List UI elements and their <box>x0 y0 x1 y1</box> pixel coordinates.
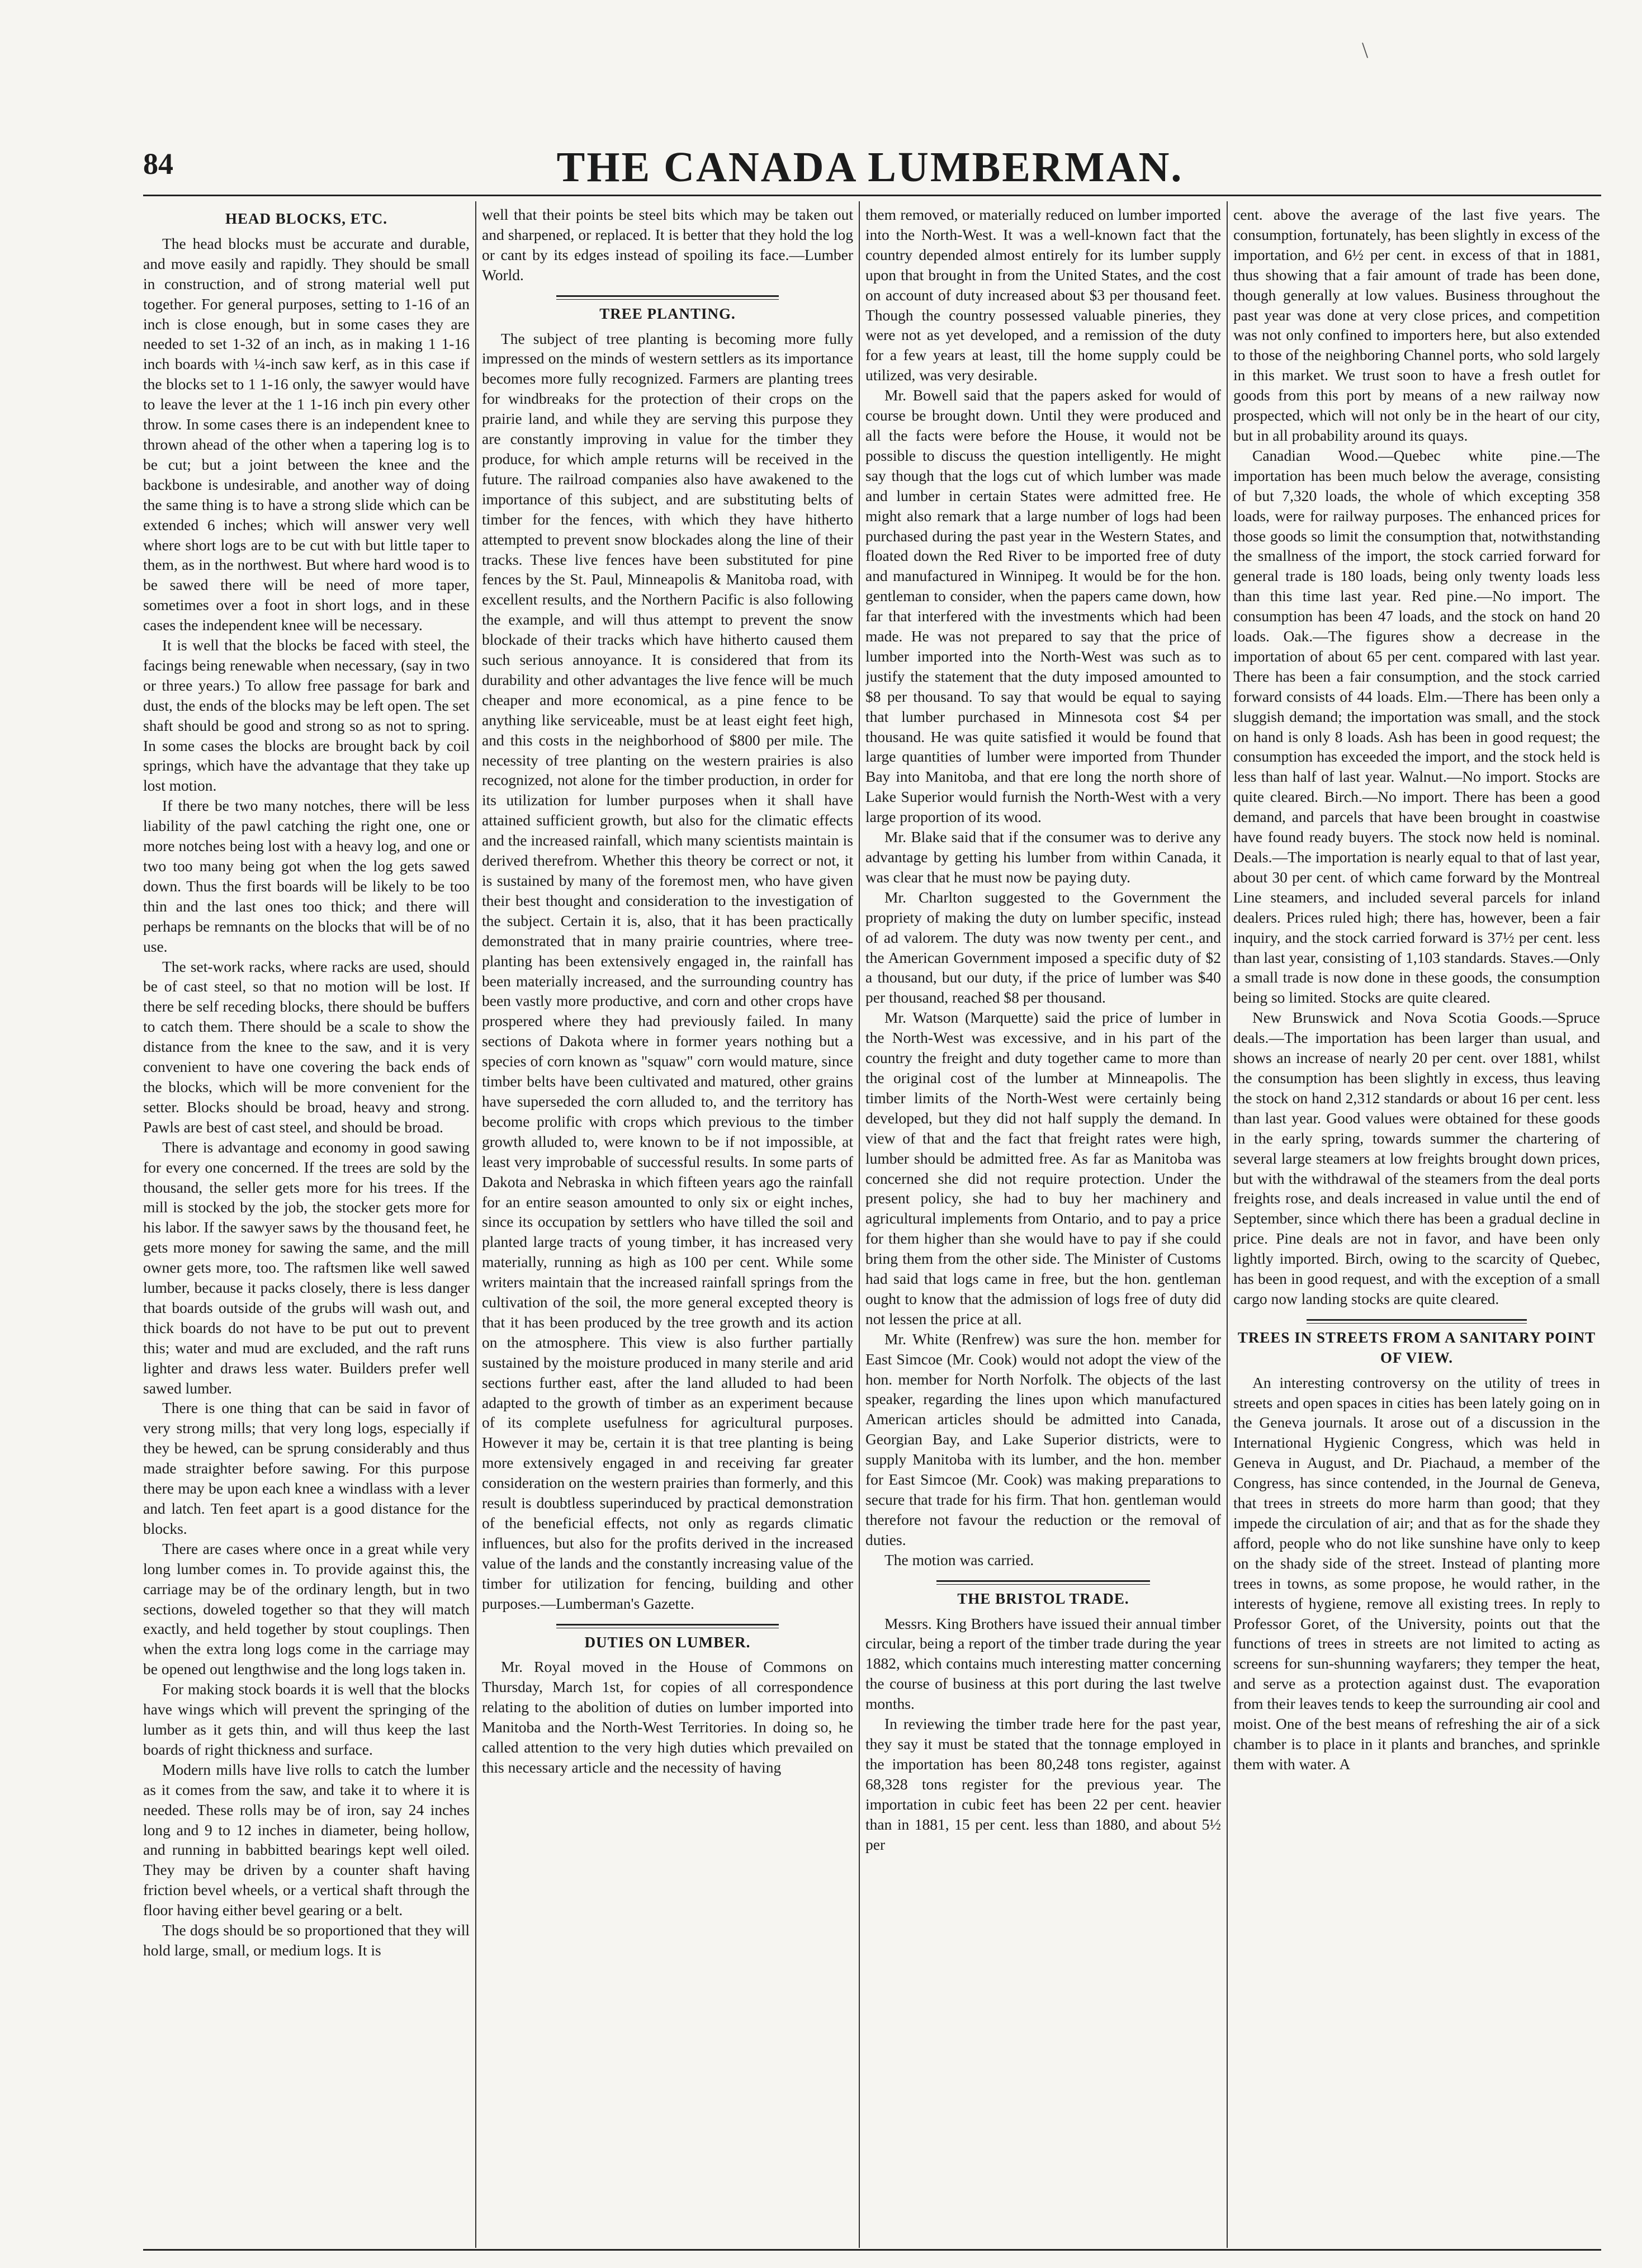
article-paragraph: It is well that the blocks be faced with steel, the facings being renewable when necessary, (say in two or three years.) To allow free passage for bark and dust, the ends of the blocks may be left open. The set shaft should be good and strong so as not to spring. In some cases the blocks are brought back by coil springs, which have the advantage that they take up lost motion. <box>143 636 470 795</box>
article-paragraph: cent. above the average of the last five years. The consumption, fortunately, has been slightly in excess of the importation, and 6½ per cent. in excess of that in 1881, thus showing that a fair amount of trade has been done, though generally at low values. Business throughout the past year was done at very close prices, and competition was not only confined to importers here, but also extended to those of the neighboring Channel ports, who sold largely in this market. We trust soon to have a fresh outlet for goods from this port by means of a new railway now prospected, which will not only be in the heart of our city, but in all probability around its quays. <box>1233 206 1600 444</box>
article-paragraph: Messrs. King Brothers have issued their annual timber circular, being a report of the timber trade during the year 1882, which contains much interesting matter concerning the course of business at this port during the last twelve months. <box>865 1614 1221 1713</box>
footer-rule <box>143 2249 1601 2251</box>
article-paragraph: Canadian Wood.—Quebec white pine.—The importation has been much below the average, consisting of but 7,320 loads, the whole of which excepting 358 loads, were for railway purposes. The enhanced prices for those goods so limit the consumption that, notwithstanding the smallness of the import, the stock carried forward for general trade is 180 loads, being only twenty loads less than this time last year. Red pine.—No import. The consumption has been 47 loads, and the stock on hand 20 loads. Oak.—The figures show a decrease in the importation of about 65 per cent. compared with last year. There has been a fair consumption, and the stock carried forward consists of 44 loads. Elm.—There has been only a sluggish demand; the importation was small, and the stock on hand is only 8 loads. Ash has been in good request; the consumption has exceeded the import, and the stock held is less than half of last year. Walnut.—No import. Stocks are quite cleared. Birch.—No import. There has been a good demand, and parcels that have been brought in coastwise have found ready buyers. The stock now held is nominal. Deals.—The importation is nearly equal to that of last year, about 30 per cent. of which came forward by the Montreal Line steamers, and included several parcels for inland dealers. Prices ruled high; there has, however, been a fair inquiry, and the stock carried forward is 37½ per cent. less than last year, consisting of 1,103 standards. Staves.—Only a small trade is now done in these goods, the consumption being so limited. Stocks are quite cleared. <box>1233 446 1600 1007</box>
page-number: 84 <box>143 147 173 181</box>
article-paragraph: There is advantage and economy in good sawing for every one concerned. If the trees are sold by the thousand, the seller gets more for his trees. If the mill is stocked by the job, the stocker gets more for his labor. If the sawyer saws by the thousand feet, he gets more money for sawing the same, and the mill owner gets more, too. The raftsmen like well sawed lumber, because it packs closely, there is less danger that boards outside of the grubs will wash out, and thick boards do not have to be put out to prevent this; water and mud are excluded, and the raft runs lighter and draws less water. Builders prefer well sawed lumber. <box>143 1138 470 1397</box>
column-1 <box>143 205 470 2240</box>
article-paragraph: There are cases where once in a great while very long lumber comes in. To provide against this, the carriage may be of the ordinary length, but in two sections, doweled together so that they will match exactly, and held together by stout couplings. Then when the extra long logs come in the carriage may be opened out lengthwise and the long logs taken in. <box>143 1539 470 1678</box>
article-heading-tree-planting: TREE PLANTING. <box>599 305 736 322</box>
article-paragraph: An interesting controversy on the utility of trees in streets and open spaces in cities has been lately going on in the Geneva journals. It arose out of a discussion in the International Hygienic Congress, which was held in Geneva in August, and Dr. Piachaud, a member of the Congress, has since contended, in the Journal de Geneva, that trees in streets do more harm than good; that they impede the circulation of air; and that as for the shade they afford, people who do not like sunshine have only to keep on the shady side of the street. Instead of planting more trees in towns, as some propose, he would rather, in the interests of hygiene, remove all existing trees. In reply to Professor Goret, of the University, points out that the functions of trees in streets are not limited to acting as screens for sun-shunning wayfarers; they temper the heat, and serve as a protection against dust. The evaporation from their leaves tends to keep the surrounding air cool and moist. One of the best means of refreshing the air of a sick chamber is to place in it plants and branches, and sprinkle them with water. A <box>1233 1373 1600 1773</box>
article-paragraph: Mr. Charlton suggested to the Government the propriety of making the duty on lumber specific, instead of ad valorem. The duty was now twenty per cent., and the American Government imposed a specific duty of $2 a thousand, but our duty, if the price of lumber was $40 per thousand, reached $8 per thousand. <box>865 888 1221 1007</box>
section-rule <box>1307 1319 1527 1324</box>
column-3 <box>865 205 1221 2240</box>
column-divider <box>1227 201 1228 2248</box>
article-heading-head-blocks: HEAD BLOCKS, ETC. <box>225 210 388 227</box>
column-divider <box>475 201 476 2248</box>
article-paragraph: The set-work racks, where racks are used, should be of cast steel, so that no motion will be lost. If there be self receding blocks, there should be buffers to catch them. There should be a scale to show the distance from the knee to the saw, and it is very convenient to have one covering the back ends of the blocks, which will be more convenient for the setter. Blocks should be broad, heavy and strong. Pawls are best of cast steel, and should be broad. <box>143 957 470 1136</box>
article-paragraph: Mr. Watson (Marquette) said the price of lumber in the North-West was excessive, and in his part of the country the freight and duty together came to more than the original cost of the lumber at Minneapolis. The timber limits of the North-West were certainly being developed, but they did not half supply the demand. In view of that and the fact that freight rates were high, lumber should be admitted free. As far as Manitoba was concerned she did not require protection. Under the present policy, she had to buy her machinery and agricultural implements from Ontario, and to pay a price for them higher than she would have to pay if she could bring them from the other side. The Minister of Customs had said that logs came in free, but the hon. gentleman ought to know that the admission of logs free of duty did not lessen the price at all. <box>865 1009 1221 1327</box>
article-heading-trees-in-streets: TREES IN STREETS FROM A SANITARY POINT OF VIEW. <box>1237 1329 1596 1366</box>
article-heading-bristol-trade: THE BRISTOL TRADE. <box>957 1590 1129 1607</box>
article-paragraph: them removed, or materially reduced on lumber imported into the North-West. It was a well-known fact that the country depended almost entirely for its lumber supply upon that brought in from the United States, and the cost on account of duty increased about $3 per thousand feet. Though the country possessed valuable pineries, they were not as yet developed, and a remission of the duty for a few years at least, till the home supply could be utilized, was very desirable. <box>865 206 1221 384</box>
section-rule <box>936 1580 1150 1585</box>
article-paragraph: The subject of tree planting is becoming more fully impressed on the minds of western settlers as its importance becomes more fully recognized. Farmers are planting trees for windbreaks for the protection of their crops on the prairie land, and while they are serving this purpose they are constantly improving in value for the timber they produce, for which ample returns will be received in the future. The railroad companies also have awakened to the importance of this subject, and are substituting belts of timber for the fences, with which they have hitherto attempted to prevent snow blockades along the line of their tracks. These live fences have been substituted for pine fences by the St. Paul, Minneapolis & Manitoba road, with excellent results, and the Northern Pacific is also following the example, and will thus attempt to prevent the snow blockade of their tracks which have hitherto caused them such serious annoyance. It is considered that from its durability and other advantages the live fence will be much cheaper and more economical, as a pine fence to be anything like serviceable, must be at least eight feet high, and this costs in the neighborhood of $800 per mile. The necessity of tree planting on the western prairies is also recognized, not alone for the timber production, in order for its utilization for lumber purposes when it shall have attained sufficient growth, but also for the climatic effects and the increased rainfall, which many scientists maintain is derived therefrom. Whether this theory be correct or not, it is sustained by many of the foremost men, who have given their best thought and consideration to the investigation of the subject. Certain it is, also, that it has been practically demonstrated that in many prairie countries, where tree-planting has been extensively engaged in, the rainfall has been materially increased, and the surrounding country has been vastly more productive, and corn and other crops have prospered where they had previously failed. In many sections of Dakota where in former years nothing but a species of corn known as "squaw" corn would mature, since timber belts have been cultivated and matured, other grains have superseded the corn alluded to, and the territory has become prolific with crops which previous to the timber growth alluded to, were known to be if not impossible, at least very improbable of successful results. In some parts of Dakota and Nebraska in which fifteen years ago the rainfall for an entire season amounted to only six or eight inches, since its occupation by settlers who have tilled the soil and planted large tracts of young timber, it has increased very materially, running as high as 100 per cent. While some writers maintain that the increased rainfall springs from the cultivation of the soil, the more general excepted theory is that it has been produced by the tree growth and its action on the atmosphere. This view is also further partially sustained by the moisture produced in many sterile and arid sections further east, after the land alluded to had been adapted to the growth of timber as an experiment because of its complete usefulness for agricultural purposes. However it may be, certain it is that tree planting is being more extensively engaged in and receiving far greater consideration on the western prairies than formerly, and this result is doubtless superinduced by practical demonstration of the beneficial effects, not only as regards climatic influences, but also for the profits derived in the increased value of the lands and the constantly increasing value of the timber for utilization for fencing, building and other purposes.—Lumberman's Gazette. <box>482 329 853 1612</box>
corner-mark: \ <box>1362 37 1369 63</box>
article-paragraph: The motion was carried. <box>884 1551 1034 1568</box>
article-paragraph: Mr. White (Renfrew) was sure the hon. member for East Simcoe (Mr. Cook) would not adopt the view of the hon. member for North Norfolk. The objects of the last speaker, regarding the lines upon which manufactured American articles should be admitted into Canada, Georgian Bay, and Lake Superior districts, were to supply Manitoba with its lumber, and the hon. member for East Simcoe (Mr. Cook) was making preparations to secure that trade for his firm. That hon. gentleman would therefore not favour the reduction or the removal of duties. <box>865 1330 1221 1548</box>
article-paragraph: Mr. Royal moved in the House of Commons on Thursday, March 1st, for copies of all correspondence relating to the abolition of duties on lumber imported into Manitoba and the North-West Territories. In doing so, he called attention to the very high duties which prevailed on this necessary article and the necessity of having <box>482 1658 853 1776</box>
article-paragraph: If there be two many notches, there will be less liability of the pawl catching the right one, one or more notches being lost with a heavy log, and one or two too many being got when the log gets sawed down. Thus the first boards will be likely to be too thin and the last ones too thick; and there will perhaps be remnants on the blocks that will be of no use. <box>143 797 470 955</box>
column-4 <box>1233 205 1600 2240</box>
page-header <box>143 143 1597 191</box>
article-paragraph: In reviewing the timber trade here for the past year, they say it must be stated that the tonnage employed in the importation has been 80,248 tons register, against 68,328 tons register for the previous year. The importation in cubic feet has been 22 per cent. heavier than in 1881, 15 per cent. less than 1880, and about 5½ per <box>865 1715 1221 1853</box>
article-paragraph: The head blocks must be accurate and durable, and move easily and rapidly. They should be small in construction, and of strong material well put together. For general purposes, setting to 1-16 of an inch is close enough, but in some cases they are needed to set 1-32 of an inch, as in making 1 1-16 inch boards with ¼-inch saw kerf, as in this case if the blocks set to 1 1-16 only, the sawyer would have to leave the lever at the 1 1-16 inch pin every other throw. In some cases there is an independent knee to thrown ahead of the other when a tapering log is to be cut; but a joint between the knee and the backbone is undesirable, and another way of doing the same thing is to have a strong slide which can be extended 6 inches; which will answer very well where short logs are to be cut with but little taper to them, as in the northwest. But where hard wood is to be sawed there will be need of more taper, sometimes over a foot in short logs, and in these cases the independent knee will be necessary. <box>143 234 470 634</box>
column-divider <box>859 201 860 2248</box>
masthead-title: THE CANADA LUMBERMAN. <box>556 144 1184 191</box>
section-rule <box>556 1624 779 1628</box>
article-heading-duties-on-lumber: DUTIES ON LUMBER. <box>584 1633 751 1651</box>
article-paragraph: New Brunswick and Nova Scotia Goods.—Spruce deals.—The importation has been larger than usual, and shows an increase of nearly 20 per cent. over 1881, whilst the consumption has been slightly in excess, thus leaving the stock on hand 2,312 standards or about 16 per cent. less than last year. Good values were obtained for these goods in the early spring, towards summer the chartering of several large steamers at low freights brought down prices, but with the withdrawal of the steamers from the deal ports freights rose, and deals increased in value until the end of September, since which there has been a gradual decline in price. Pine deals are not in favor, and have been only lightly imported. Birch, owing to the scarcity of Quebec, has been in good request, and with the exception of a small cargo now landing stocks are quite cleared. <box>1233 1009 1600 1307</box>
article-paragraph: The dogs should be so proportioned that they will hold large, small, or medium logs. It is <box>143 1921 470 1959</box>
section-rule <box>556 295 779 300</box>
article-paragraph: There is one thing that can be said in favor of very strong mills; that very long logs, especially if they be hewed, can be sprung considerably and thus made straighter before sawing. For this purpose there may be upon each knee a windlass with a lever and latch. Ten feet apart is a good distance for the blocks. <box>143 1399 470 1537</box>
article-paragraph: well that their points be steel bits which may be taken out and sharpened, or replaced. It is better that they hold the log or cant by its edges instead of spoiling its face.—Lumber World. <box>482 206 853 284</box>
article-paragraph: Mr. Bowell said that the papers asked for would of course be brought down. Until they were produced and all the facts were before the House, it would not be possible to discuss the question intelligently. He might say though that the logs cut of which lumber was made and lumber in certain States were admitted free. He might also remark that a large number of logs had been purchased during the past year in the Western States, and floated down the Red River to be imported free of duty and manufactured in Winnipeg. It would be for the hon. gentleman to consider, when the papers came down, how far that interfered with the investments which had been made. He was not prepared to say that the price of lumber imported into the North-West was such as to justify the statement that the duty imposed amounted to $8 per thousand. To say that would be equal to saying that lumber purchased in Minnesota cost $4 per thousand. He was quite satisfied it would be found that large quantities of lumber were imported from Thunder Bay into Manitoba, and that ere long the north shore of Lake Superior would furnish the North-West with a very large proportion of its wood. <box>865 386 1221 826</box>
column-2 <box>482 205 853 2240</box>
article-paragraph: Mr. Blake said that if the consumer was to derive any advantage by getting his lumber from within Canada, it was clear that he must now be paying duty. <box>865 828 1221 886</box>
article-paragraph: Modern mills have live rolls to catch the lumber as it comes from the saw, and take it to where it is needed. These rolls may be of iron, say 24 inches long and 9 to 12 inches in diameter, being hollow, and running in babbitted bearings kept well oiled. They may be driven by a counter shaft having friction bevel wheels, or a vertical shaft through the floor having either bevel gearing or a belt. <box>143 1760 470 1919</box>
header-rule <box>143 195 1601 196</box>
article-paragraph: For making stock boards it is well that the blocks have wings which will prevent the springing of the lumber as it gets thin, and will thus keep the last boards of right thickness and surface. <box>143 1680 470 1758</box>
